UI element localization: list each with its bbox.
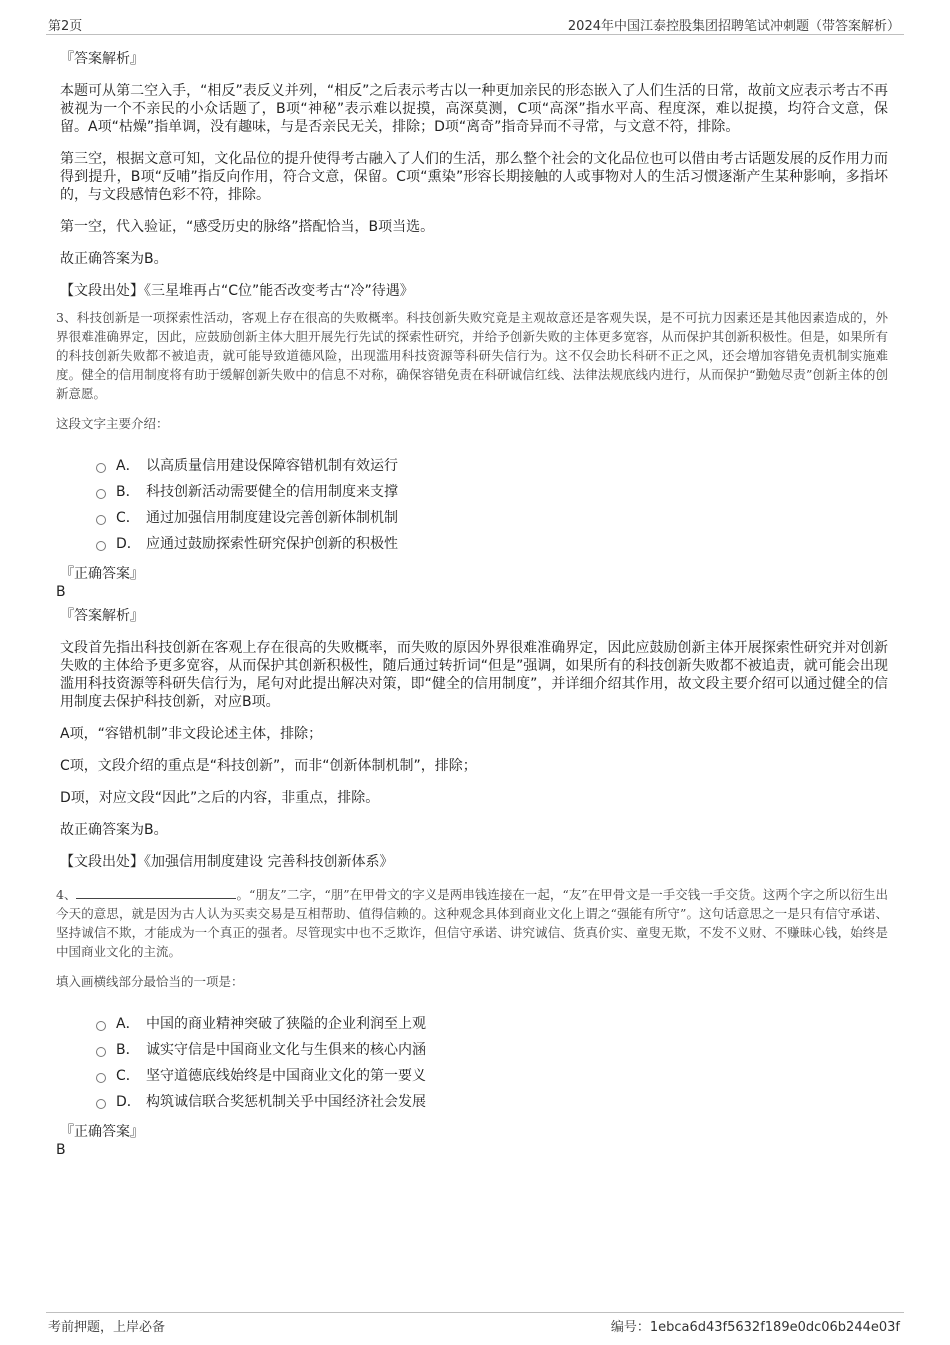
option-b[interactable]: B． 科技创新活动需要健全的信用制度来支撑 <box>96 479 888 505</box>
page-footer <box>46 1312 904 1335</box>
page-number: 第2页 <box>48 19 83 34</box>
option-b[interactable]: B． 诚实守信是中国商业文化与生俱来的核心内涵 <box>96 1037 888 1063</box>
radio-icon[interactable] <box>96 541 106 551</box>
analysis-paragraph: C项，文段介绍的重点是“科技创新”，而非“创新体制机制”，排除； <box>60 758 477 774</box>
question-4-options <box>96 1011 888 1115</box>
analysis-paragraph: A项，“容错机制”非文段论述主体，排除； <box>60 726 323 742</box>
source-citation: 【文段出处】《加强信用制度建设 完善科技创新体系》 <box>60 854 394 870</box>
question-3-options <box>96 453 888 557</box>
page-header <box>46 14 904 35</box>
analysis-paragraph: 文段首先指出科技创新在客观上存在很高的失败概率，而失败的原因外界很难准确界定，因此应鼓励创新主体开展探索性研究并对创新失败的主体给予更多宽容，从而保护其创新积极性，随后通过转折词“但是”强调，如果所有的科技创新失败都不被追责，就可能会出现滥用科技资源等科研失信行为，尾句对此提出解决对策，即“健全的信用制度”，并详细介绍其作用，故文段主要介绍可以通过健全的信用制度去保护科技创新，对应B项。 <box>60 640 888 710</box>
radio-icon[interactable] <box>96 1099 106 1109</box>
page-content <box>56 44 888 1163</box>
radio-icon[interactable] <box>96 515 106 525</box>
analysis-header: 『答案解析』 <box>60 51 144 67</box>
radio-icon[interactable] <box>96 489 106 499</box>
question-3-text: 3、科技创新是一项探索性活动，客观上存在很高的失败概率。科技创新失败究竟是主观故意还是客观失误，是不可抗力因素还是其他因素造成的，外界很难准确界定，因此，应鼓励创新主体大胆开展先行先试的探索性研究，并给予创新失败的主体更多宽容，从而保护其创新积极性。但是，如果所有的科技创新失败都不被追责，就可能导致道德风险，出现滥用科技资源等科研失信行为。这不仅会助长科研不正之风，还会增加容错免责机制实施难度。健全的信用制度将有助于缓解创新失败中的信息不对称，确保容错免责在科研诚信红线、法律法规底线内进行，从而保护“勤勉尽责”创新主体的创新意愿。 <box>56 310 888 401</box>
analysis-paragraph: 第三空，根据文意可知，文化品位的提升使得考古融入了人们的生活，那么整个社会的文化品位也可以借由考古话题发展的反作用力而得到提升，B项“反哺”指反向作用，符合文意，保留。C项“熏染”形容长期接触的人或事物对人的生活习惯逐渐产生某种影响，多指坏的，与文段感情色彩不符，排除。 <box>60 151 888 203</box>
fill-blank-line <box>76 885 236 899</box>
option-a[interactable]: A． 中国的商业精神突破了狭隘的企业利润至上观 <box>96 1011 888 1037</box>
analysis-paragraph: 故正确答案为B。 <box>60 251 168 267</box>
answer-value: B <box>56 1142 66 1158</box>
option-a[interactable]: A． 以高质量信用建设保障容错机制有效运行 <box>96 453 888 479</box>
question-4-text: 4、 。“朋友”二字，“朋”在甲骨文的字义是两串钱连接在一起，“友”在甲骨文是一手交钱一手交货。这两个字之所以衍生出今天的意思，就是因为古人认为买卖交易是互相帮助、值得信赖的。这种观念具体到商业文化上谓之“强能有所守”。这句话意思之一是只有信守承诺、坚持诚信不欺，才能成为一个真正的强者。尽管现实中也不乏欺诈，但信守承诺、讲究诚信、货真价实、童叟无欺，不发不义财、不赚昧心钱，始终是中国商业文化的主流。 <box>56 887 888 959</box>
analysis-paragraph: D项，对应文段“因此”之后的内容，非重点，排除。 <box>60 790 380 806</box>
source-citation: 【文段出处】《三星堆再占“C位”能否改变考古“冷”待遇》 <box>60 283 414 299</box>
analysis-header: 『答案解析』 <box>60 608 144 624</box>
document-id: 编号：1ebca6d43f5632f189e0dc06b244e03f <box>610 1320 900 1335</box>
footer-slogan: 考前押题，上岸必备 <box>48 1320 166 1335</box>
option-d[interactable]: D． 构筑诚信联合奖惩机制关乎中国经济社会发展 <box>96 1089 888 1115</box>
radio-icon[interactable] <box>96 463 106 473</box>
radio-icon[interactable] <box>96 1047 106 1057</box>
analysis-paragraph: 第一空，代入验证，“感受历史的脉络”搭配恰当，B项当选。 <box>60 219 435 235</box>
option-d[interactable]: D． 应通过鼓励探索性研究保护创新的积极性 <box>96 531 888 557</box>
radio-icon[interactable] <box>96 1021 106 1031</box>
analysis-paragraph: 故正确答案为B。 <box>60 822 168 838</box>
question-3-prompt: 这段文字主要介绍： <box>56 416 169 431</box>
question-4-prompt: 填入画横线部分最恰当的一项是： <box>56 974 244 989</box>
answer-header: 『正确答案』 <box>60 1124 144 1140</box>
document-title: 2024年中国江泰控股集团招聘笔试冲刺题（带答案解析） <box>567 19 900 34</box>
option-c[interactable]: C． 通过加强信用制度建设完善创新体制机制 <box>96 505 888 531</box>
radio-icon[interactable] <box>96 1073 106 1083</box>
option-c[interactable]: C． 坚守道德底线始终是中国商业文化的第一要义 <box>96 1063 888 1089</box>
answer-header: 『正确答案』 <box>60 566 144 582</box>
analysis-paragraph: 本题可从第二空入手，“相反”表反义并列，“相反”之后表示考古以一种更加亲民的形态嵌入了人们生活的日常，故前文应表示考古不再被视为一个不亲民的小众话题了，B项“神秘”表示难以捉摸，高深莫测，C项“高深”指水平高、程度深，难以捉摸，均符合文意，保留。A项“枯燥”指单调，没有趣味，与是否亲民无关，排除；D项“离奇”指奇异而不寻常，与文意不符，排除。 <box>60 83 888 135</box>
answer-value: B <box>56 584 66 600</box>
